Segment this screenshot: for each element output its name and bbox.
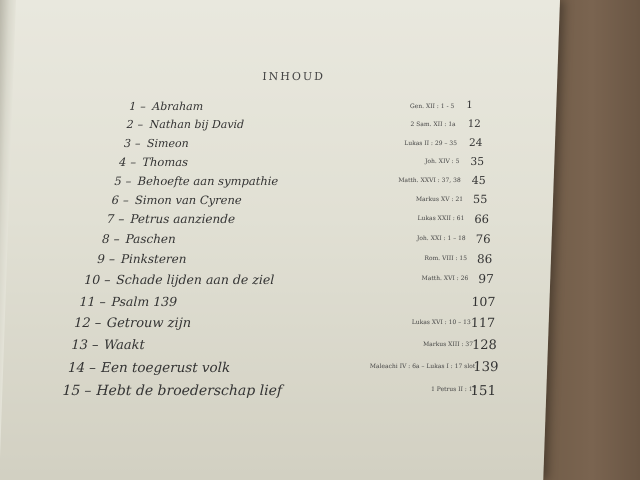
toc-entry-number: 6 [111,193,120,207]
toc-entry-title: Behoefte aan sympathie [137,174,279,188]
toc-entry-page-number: 86 [476,252,493,266]
toc-entry-dash: – [118,212,125,226]
toc-entry-reference: Matth. XXVI : 37, 38 [398,177,461,184]
toc-entry-reference: Gen. XII : 1 - 5 [409,103,455,110]
toc-entry-reference: Joh. XXI : 1 – 18 [416,235,466,242]
toc-entry-page-number: 151 [470,383,497,399]
toc-entry [0,100,557,120]
toc-entry-reference: Markus XV : 21 [415,196,464,203]
toc-entry-number: 14 [67,360,86,376]
toc-entry-title: Getrouw zijn [106,316,192,331]
toc-entry-reference: Rom. VIII : 15 [424,255,468,262]
toc-entry-reference: Lukas XXII : 61 [417,215,465,222]
toc-entry-title: Thomas [142,155,189,169]
toc-entry-title: Nathan bij David [149,118,245,131]
toc-entry-page-number: 128 [471,338,498,353]
toc-entry-page-number: 139 [472,360,499,375]
toc-entry-dash: – [134,137,141,150]
toc-entry-page-number: 66 [474,212,490,226]
toc-entry-dash: – [103,272,111,287]
toc-entry-title: Hebt de broederschap lief [96,383,283,399]
toc-entry-title: Simeon [146,137,189,150]
toc-entry-dash: – [108,252,116,266]
toc-entry-title: Abraham [152,100,204,113]
toc-entry-title: Psalm 139 [111,294,178,309]
toc-entry [0,294,550,314]
toc-entry-page-number: 12 [467,118,481,130]
toc-entry [0,316,549,336]
toc-entry-dash: – [88,360,97,376]
toc-entry [0,193,553,213]
toc-entry-title: Een toegerust volk [100,360,231,376]
toc-entry-number: 9 [97,252,106,266]
toc-entry-dash: – [125,174,132,188]
toc-entry-dash: – [140,100,147,113]
toc-entry-number: 8 [101,232,110,246]
toc-entry [0,155,555,175]
toc-entry-page-number: 107 [471,294,496,309]
toc-entry-reference: Markus XIII : 37 [422,341,474,348]
toc-entry-number: 5 [114,174,122,188]
toc-entry-page-number: 24 [468,137,483,149]
toc-entry-title: Pinksteren [120,252,187,266]
toc-entry-dash: – [84,383,92,399]
toc-entry [0,232,552,252]
toc-entry-reference: Lukas II : 29 – 35 [404,140,458,147]
toc-entry [0,272,551,292]
toc-entry [0,174,554,194]
toc-entry-page-number: 55 [472,193,488,206]
toc-entry [0,118,556,138]
toc-entry [0,137,555,157]
toc-entry-dash: – [122,193,130,207]
toc-entry-reference: Maleachi IV : 6a – Lukas I : 17 slot [369,363,476,370]
toc-entry [0,383,547,403]
toc-entry [0,360,547,380]
toc-entry-reference: 2 Sam. XII : 1a [410,121,456,128]
toc-entry-number: 7 [106,212,115,226]
toc-entry-dash: – [94,316,102,331]
toc-entry-title: Waakt [103,338,146,353]
toc-entry-dash: – [99,294,106,309]
toc-entry-number: 2 [126,118,134,131]
toc-entry-page-number: 117 [470,316,496,331]
toc-entry-dash: – [91,338,99,353]
toc-entry-reference: Lukas XVI : 10 – 13 [411,319,471,326]
toc-entry-page-number: 45 [471,174,486,187]
toc-entry-number: 13 [71,338,89,353]
toc-entry-dash: – [130,155,137,169]
toc-entry-number: 10 [84,272,101,287]
toc-entry [0,338,548,358]
toc-heading: INHOUD [262,70,326,83]
toc-entry-title: Petrus aanziende [130,212,236,226]
toc-entry-title: Paschen [125,232,177,246]
toc-entry-number: 3 [123,137,132,150]
toc-entry-dash: – [137,118,144,131]
toc-entry-page-number: 76 [475,232,491,246]
toc-entry-title: Simon van Cyrene [134,193,242,207]
toc-entry-page-number: 97 [478,272,495,286]
toc-entry-number: 11 [79,294,96,309]
toc-entry-title: Schade lijden aan de ziel [115,272,275,287]
toc-entry-number: 4 [118,155,127,169]
toc-entry [0,212,553,232]
toc-entry-number: 12 [73,316,91,331]
toc-entry-reference: 1 Petrus II : 17 [430,386,477,393]
toc-entry-reference: Joh. XIV : 5 [424,158,460,165]
toc-entry-page-number: 35 [470,155,485,168]
toc-entry-page-number: 1 [466,100,473,111]
toc-entry-dash: – [113,232,120,246]
toc-entry-reference: Matth. XVI : 26 [421,275,469,282]
toc-entry-number: 15 [62,383,81,399]
toc-entry [0,252,551,272]
toc-entry-number: 1 [129,100,137,113]
